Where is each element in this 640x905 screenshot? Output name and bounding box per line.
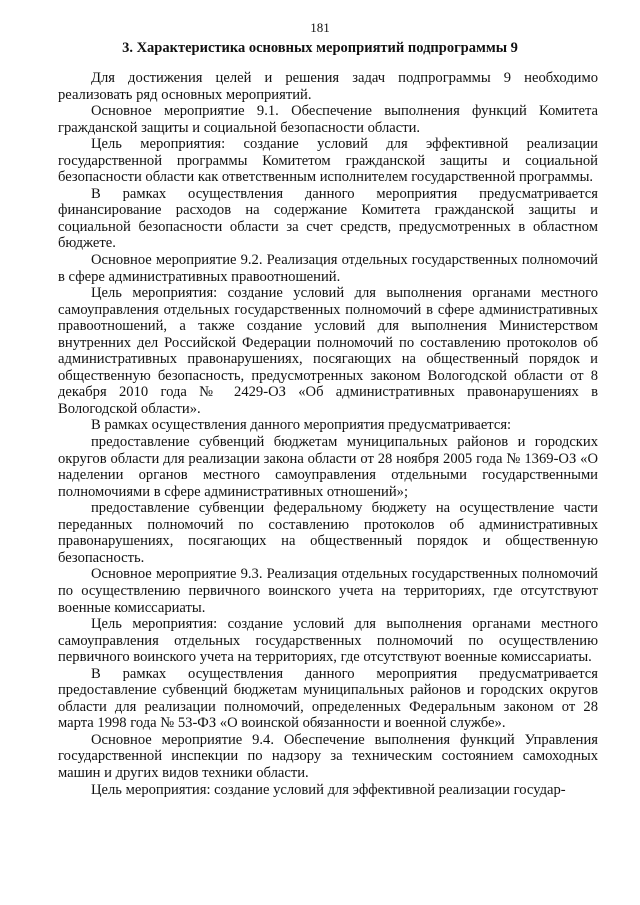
paragraph: Основное мероприятие 9.3. Реализация отдельных государственных полномочий по осуществлению первичного воинского учета на территориях, где отсутствуют военные комиссариаты. — [58, 566, 598, 616]
paragraph: Основное мероприятие 9.2. Реализация отдельных государственных полномочий в сфере административных правоотношений. — [58, 252, 598, 285]
paragraph: В рамках осуществления данного мероприятия предусматривается: — [91, 417, 512, 434]
paragraph: Цель мероприятия: создание условий для выполнения органами местного самоуправления отдельных государственных полномочий по осуществлению первичного воинского учета на территориях, где отсутствуют военные комиссариаты. — [58, 616, 598, 666]
paragraph: предоставление субвенции федеральному бюджету на осуществление части переданных полномочий по составлению протоколов об административных правонарушениях, посягающих на общественный порядок и общественную безопасность. — [58, 500, 598, 566]
page-number: 181 — [310, 20, 330, 35]
paragraph: предоставление субвенций бюджетам муниципальных районов и городских округов области для реализации закона области от 28 ноября 2005 года № 1369-ОЗ «О наделении органов местного самоуправления отдельными государственными полномочиями в сфере административных отношений»; — [58, 434, 598, 500]
body-text — [58, 70, 598, 798]
paragraph: Цель мероприятия: создание условий для эффективной реализации государ- — [91, 781, 566, 798]
paragraph: Цель мероприятия: создание условий для эффективной реализации государственной программы Комитетом гражданской защиты и социальной безопасности области как ответственным исполнителем государственной программы. — [58, 136, 598, 186]
paragraph: Основное мероприятие 9.4. Обеспечение выполнения функций Управления государственной инспекции по надзору за техническим состоянием самоходных машин и других видов техники области. — [58, 731, 598, 781]
paragraph: В рамках осуществления данного мероприятия предусматривается финансирование расходов на содержание Комитета гражданской защиты и социальной безопасности области за счет средств, предусмотренных в областном бюджете. — [58, 185, 598, 252]
paragraph: Для достижения целей и решения задач подпрограммы 9 необходимо реализовать ряд основных мероприятий. — [58, 70, 598, 103]
paragraph: Основное мероприятие 9.1. Обеспечение выполнения функций Комитета гражданской защиты и социальной безопасности области. — [58, 103, 598, 136]
paragraph: Цель мероприятия: создание условий для выполнения органами местного самоуправления отдельных государственных полномочий в сфере административных правоотношений, а также создание условий для выполнения Министерством внутренних дел Российской Федерации полномочий по составлению протоколов об административных правонарушениях, посягающих на общественный порядок и общественную безопасность, предусмотренных законом Вологодской области от 8 декабря 2010 года № 2429-ОЗ «Об административных правонарушениях в Вологодской области». — [58, 285, 598, 417]
section-heading: 3. Характеристика основных мероприятий подпрограммы 9 — [122, 40, 518, 56]
paragraph: В рамках осуществления данного мероприятия предусматривается предоставление субвенций бюджетам муниципальных районов и городских округов области для реализации полномочий, определенных Федеральным законом от 28 марта 1998 года № 53-ФЗ «О воинской обязанности и военной службе». — [58, 665, 598, 732]
